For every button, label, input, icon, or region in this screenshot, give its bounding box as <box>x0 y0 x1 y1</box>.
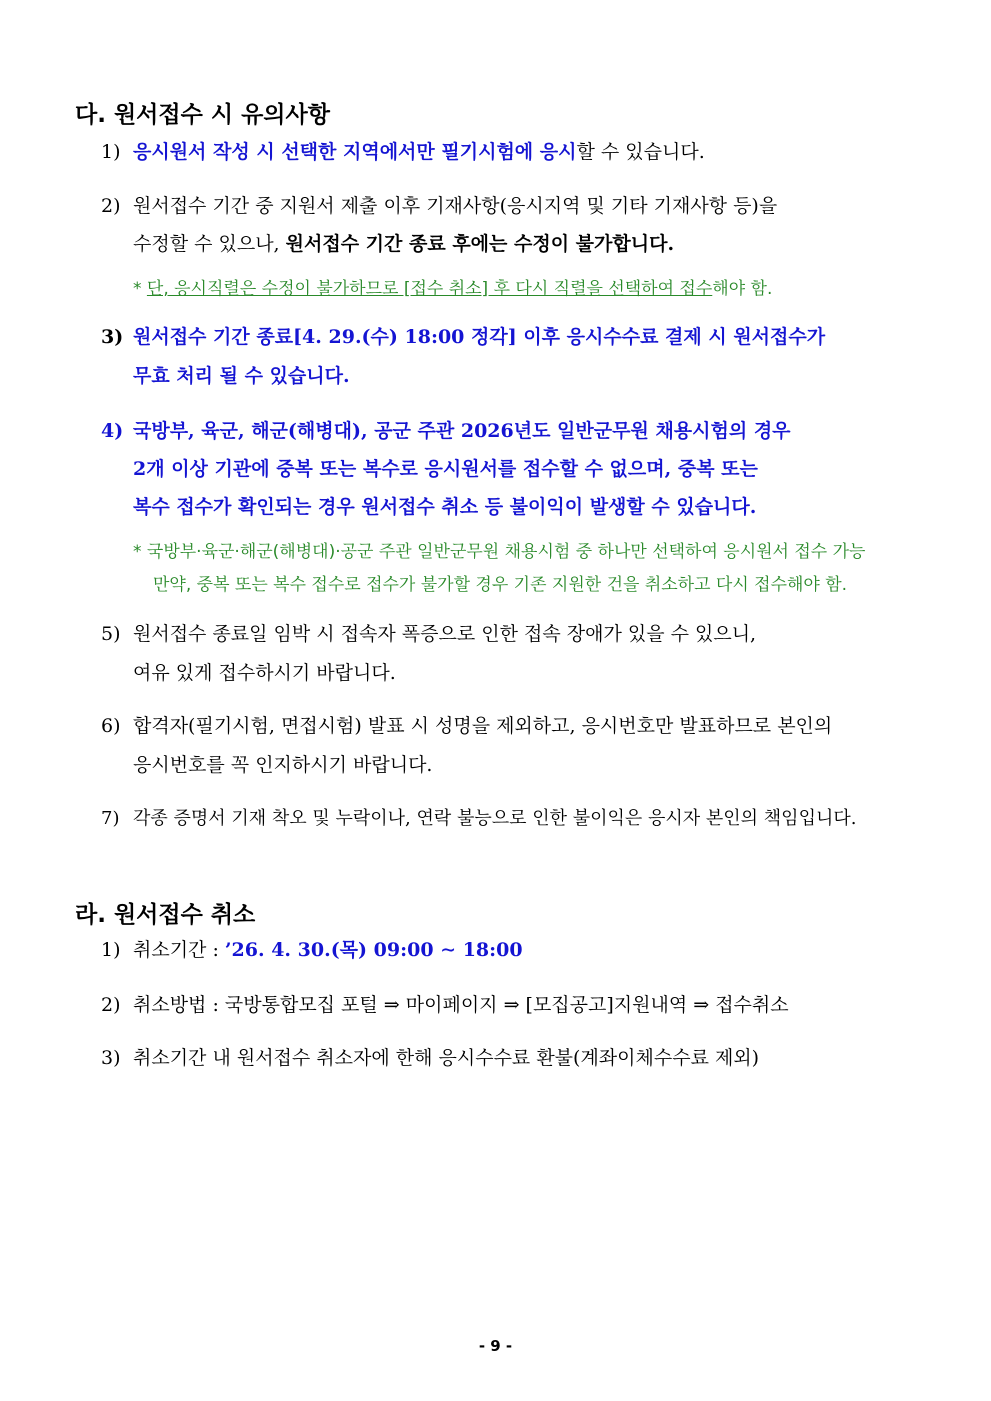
note-star: * <box>133 279 147 299</box>
notice-item-3 <box>101 328 825 347</box>
item-text: 할 수 있습니다. <box>576 141 705 163</box>
item-text: 국방부, 육군, 해군(해병대), 공군 주관 2026년도 일반군무원 채용시험의 경우 <box>133 420 791 442</box>
note-underlined: 단, 응시직렬은 수정이 불가하므로 [접수 취소] 후 다시 직렬을 선택하여 접수 <box>146 279 713 299</box>
cancel-item-1 <box>101 941 523 960</box>
item-text: 취소기간 내 원서접수 취소자에 한해 응시수수료 환불(계좌이체수수료 제외) <box>133 1047 760 1069</box>
item-number: 3) <box>101 1047 121 1069</box>
notice-item-1 <box>101 143 705 162</box>
page-number: - 9 - <box>478 1337 513 1355</box>
cancel-item-2 <box>101 996 789 1015</box>
notice-item-4-line-3: 복수 접수가 확인되는 경우 원서접수 취소 등 불이익이 발생할 수 있습니다. <box>133 496 757 518</box>
item-number: 2) <box>101 994 121 1016</box>
item-number: 1) <box>101 141 121 163</box>
notice-item-5 <box>101 625 756 644</box>
note-item-4-line-1: * 국방부·육군·해군(해병대)·공군 주관 일반군무원 채용시험 중 하나만 선택하여 응시원서 접수 가능 <box>133 542 866 562</box>
item-number: 7) <box>101 808 120 829</box>
note-item-4-line-2: 만약, 중복 또는 복수 접수로 접수가 불가할 경우 기존 지원한 건을 취소하고 다시 접수해야 함. <box>153 575 848 595</box>
item-number: 2) <box>101 195 121 217</box>
notice-item-6 <box>101 717 832 736</box>
item-text: 원서접수 종료일 임박 시 접속자 폭증으로 인한 접속 장애가 있을 수 있으니, <box>133 623 757 645</box>
item-text: 합격자(필기시험, 면접시험) 발표 시 성명을 제외하고, 응시번호만 발표하므로 본인의 <box>133 715 833 737</box>
item-label: 취소기간 : <box>133 939 225 961</box>
item-number: 6) <box>101 715 121 737</box>
note-item-2 <box>133 274 772 299</box>
item-text: 각종 증명서 기재 착오 및 누락이나, 연락 불능으로 인한 불이익은 응시자 본인의 책임입니다. <box>133 808 857 829</box>
item-text: 취소방법 : 국방통합모집 포털 ⇒ 마이페이지 ⇒ [모집공고]지원내역 ⇒ 접수취소 <box>133 994 789 1016</box>
item-number: 3) <box>101 326 124 348</box>
notice-item-4-line-2: 2개 이상 기관에 중복 또는 복수로 응시원서를 접수할 수 없으며, 중복 또는 <box>133 458 758 480</box>
section-heading-da: 다. 원서접수 시 유의사항 <box>75 102 330 128</box>
item-number: 4) <box>101 420 124 442</box>
notice-item-2 <box>101 197 777 216</box>
cancel-period-value: ’26. 4. 30.(목) 09:00 ∼ 18:00 <box>224 939 523 961</box>
cancel-item-3 <box>101 1049 759 1068</box>
note-text: 해야 함. <box>712 279 773 299</box>
notice-item-4 <box>101 422 791 441</box>
section-heading-ra: 라. 원서접수 취소 <box>75 902 256 928</box>
item-text: 원서접수 기간 중 지원서 제출 이후 기재사항(응시지역 및 기타 기재사항 등)을 <box>133 195 778 217</box>
item-number: 1) <box>101 939 121 961</box>
item-emphasis: 응시원서 작성 시 선택한 지역에서만 필기시험에 응시 <box>133 141 577 163</box>
item-text: 수정할 수 있으나, <box>133 233 286 255</box>
item-text: 원서접수 기간 종료[4. 29.(수) 18:00 정각] 이후 응시수수료 결제 시 원서접수가 <box>133 326 826 348</box>
item-emphasis: 원서접수 기간 종료 후에는 수정이 불가합니다. <box>285 233 675 255</box>
notice-item-5-line-2: 여유 있게 접수하시기 바랍니다. <box>133 662 396 684</box>
notice-item-3-line-2: 무효 처리 될 수 있습니다. <box>133 365 350 387</box>
item-number: 5) <box>101 623 121 645</box>
notice-item-7 <box>101 810 856 828</box>
notice-item-6-line-2: 응시번호를 꼭 인지하시기 바랍니다. <box>133 754 433 776</box>
notice-item-2-line-2 <box>133 235 674 254</box>
